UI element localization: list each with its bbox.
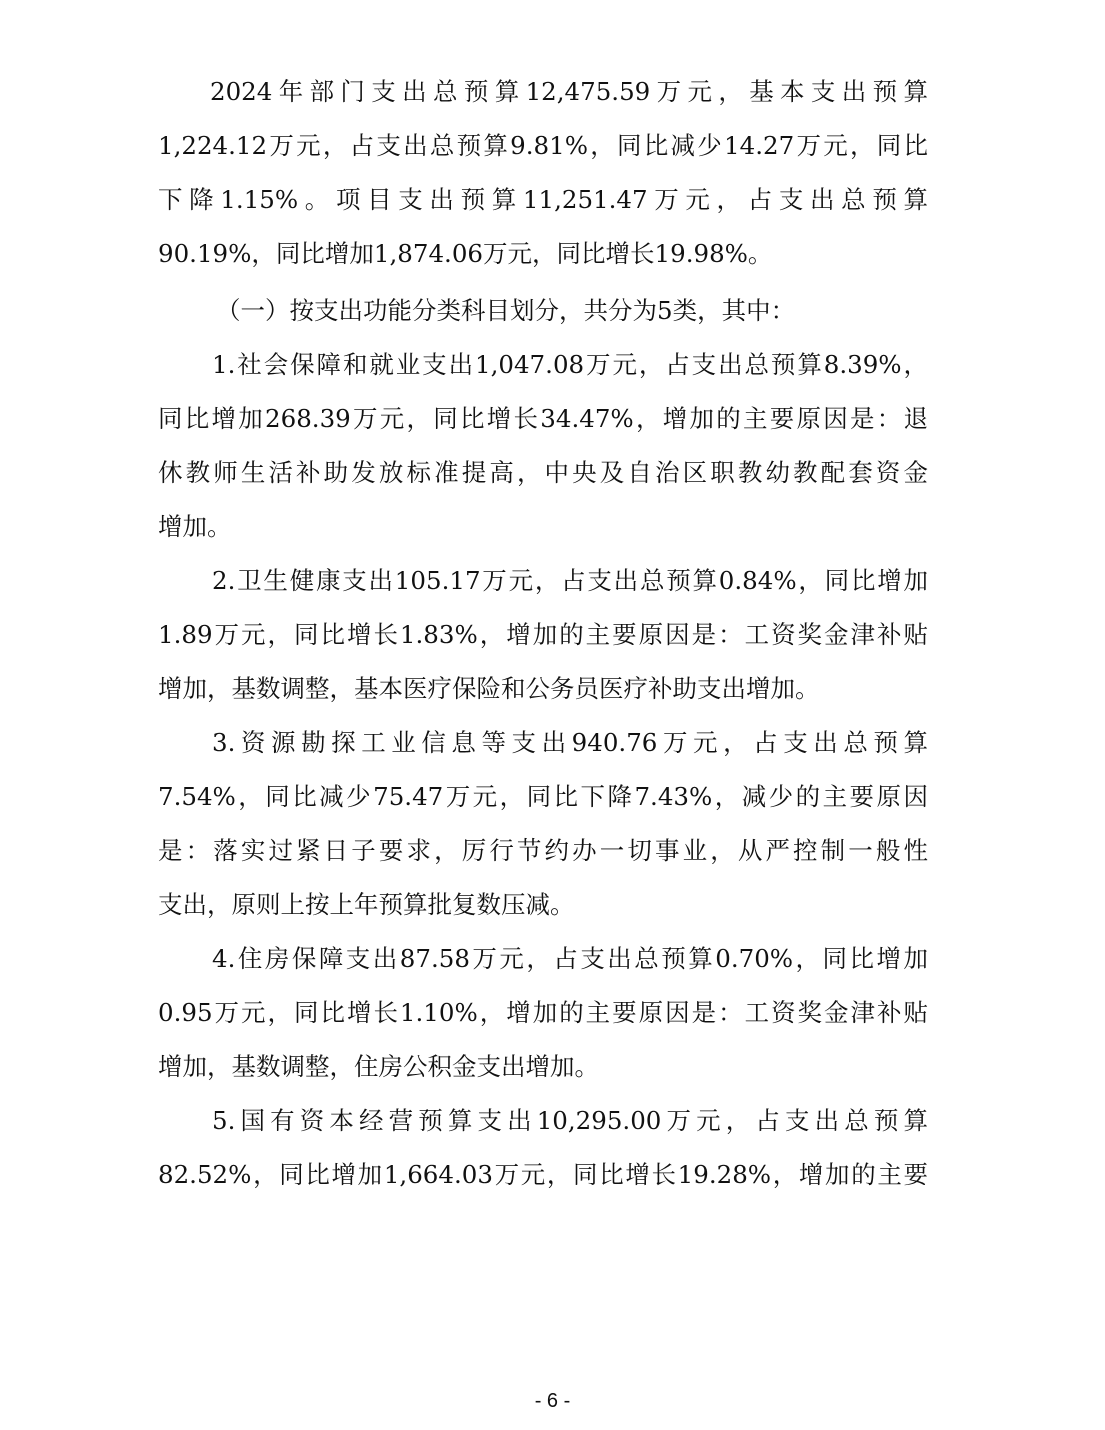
body-text-line: 2.卫生健康支出105.17万元，占支出总预算0.84%，同比增加 — [212, 566, 928, 595]
body-text-line: 0.95万元，同比增长1.10%，增加的主要原因是：工资奖金津补贴 — [158, 998, 928, 1027]
body-text-line: 3.资源勘探工业信息等支出940.76万元，占支出总预算 — [212, 728, 928, 757]
body-text-line: 82.52%，同比增加1,664.03万元，同比增长19.28%，增加的主要 — [158, 1160, 928, 1189]
body-text-line: 增加，基数调整，基本医疗保险和公务员医疗补助支出增加。 — [158, 674, 820, 703]
body-text-line: 1,224.12万元，占支出总预算9.81%，同比减少14.27万元，同比 — [158, 131, 928, 160]
section-heading: （一）按支出功能分类科目划分，共分为5类，其中： — [216, 296, 796, 325]
body-text-line: 5.国有资本经营预算支出10,295.00万元，占支出总预算 — [212, 1106, 928, 1135]
body-text-line: 7.54%，同比减少75.47万元，同比下降7.43%，减少的主要原因 — [158, 782, 928, 811]
body-text-line: 4.住房保障支出87.58万元，占支出总预算0.70%，同比增加 — [212, 944, 928, 973]
body-text-line: 增加。 — [158, 512, 232, 541]
body-text-line: 90.19%，同比增加1,874.06万元，同比增长19.98%。 — [158, 239, 773, 268]
body-text-line: 同比增加268.39万元，同比增长34.47%，增加的主要原因是：退 — [158, 404, 928, 433]
body-text-line: 1.89万元，同比增长1.83%，增加的主要原因是：工资奖金津补贴 — [158, 620, 928, 649]
body-text-line: 是：落实过紧日子要求，厉行节约办一切事业，从严控制一般性 — [158, 836, 928, 865]
body-text-line: 下降1.15%。项目支出预算11,251.47万元，占支出总预算 — [158, 185, 928, 214]
body-text-line: 2024年部门支出总预算12,475.59万元，基本支出预算 — [210, 77, 928, 106]
page-number: - 6 - — [534, 1390, 571, 1412]
body-text-line: 支出，原则上按上年预算批复数压减。 — [158, 890, 575, 919]
body-text-line: 休教师生活补助发放标准提高，中央及自治区职教幼教配套资金 — [158, 458, 928, 487]
body-text-line: 1.社会保障和就业支出1,047.08万元，占支出总预算8.39%， — [212, 350, 928, 379]
body-text-line: 增加，基数调整，住房公积金支出增加。 — [158, 1052, 599, 1081]
